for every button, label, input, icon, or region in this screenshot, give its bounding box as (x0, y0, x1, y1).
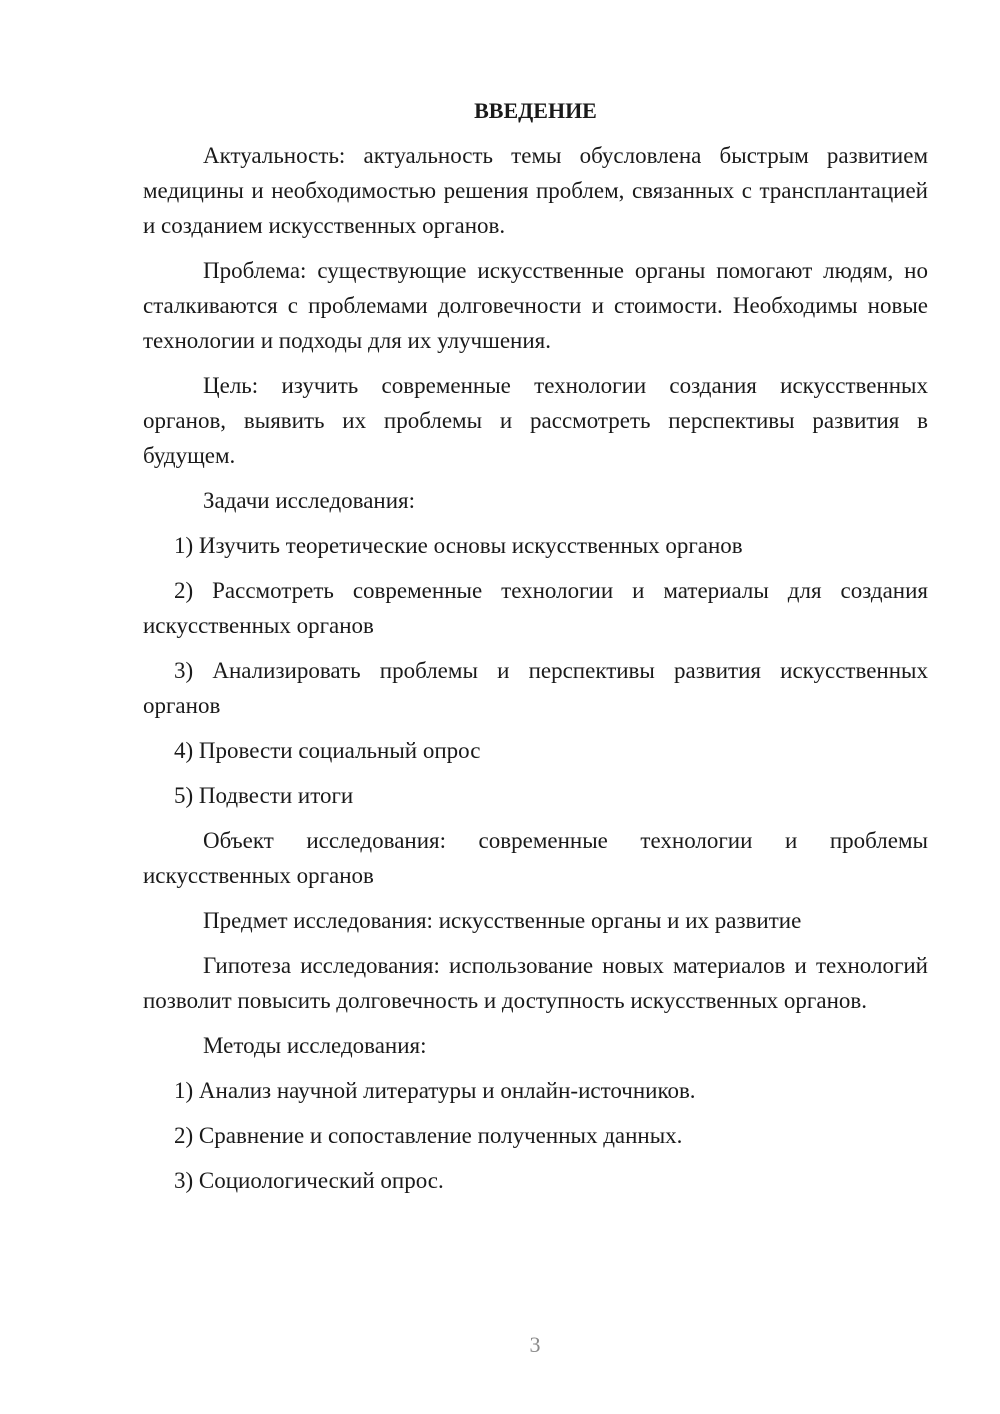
subject-paragraph: Предмет исследования: искусственные органы и их развитие (203, 908, 802, 933)
object-paragraph: Объект исследования: современные технологии и проблемы искусственных органов (143, 828, 928, 888)
relevance-paragraph: Актуальность: актуальность темы обусловлена быстрым развитием медицины и необходимостью решения проблем, связанных с трансплантацией и созданием искусственных органов. (143, 143, 928, 238)
methods-heading: Методы исследования: (203, 1033, 427, 1058)
problem-paragraph: Проблема: существующие искусственные органы помогают людям, но сталкиваются с проблемами долговечности и стоимости. Необходимы новые технологии и подходы для их улучшения. (143, 258, 928, 353)
task-item: 3) Анализировать проблемы и перспективы развития искусственных органов (143, 658, 928, 718)
method-item: 1) Анализ научной литературы и онлайн-источников. (174, 1078, 696, 1103)
method-item: 3) Социологический опрос. (174, 1168, 444, 1193)
task-item: 5) Подвести итоги (174, 783, 354, 808)
section-title: ВВЕДЕНИЕ (474, 98, 597, 123)
page-number: 3 (529, 1332, 541, 1357)
task-item: 4) Провести социальный опрос (174, 738, 481, 763)
method-item: 2) Сравнение и сопоставление полученных данных. (174, 1123, 683, 1148)
task-item: 2) Рассмотреть современные технологии и материалы для создания искусственных органов (143, 578, 928, 638)
goal-paragraph: Цель: изучить современные технологии создания искусственных органов, выявить их проблемы и рассмотреть перспективы развития в будущем. (143, 373, 928, 468)
hypothesis-paragraph: Гипотеза исследования: использование новых материалов и технологий позволит повысить долговечность и доступность искусственных органов. (143, 953, 928, 1013)
page-content (143, 93, 928, 1208)
tasks-heading: Задачи исследования: (203, 488, 416, 513)
task-item: 1) Изучить теоретические основы искусственных органов (174, 533, 743, 558)
